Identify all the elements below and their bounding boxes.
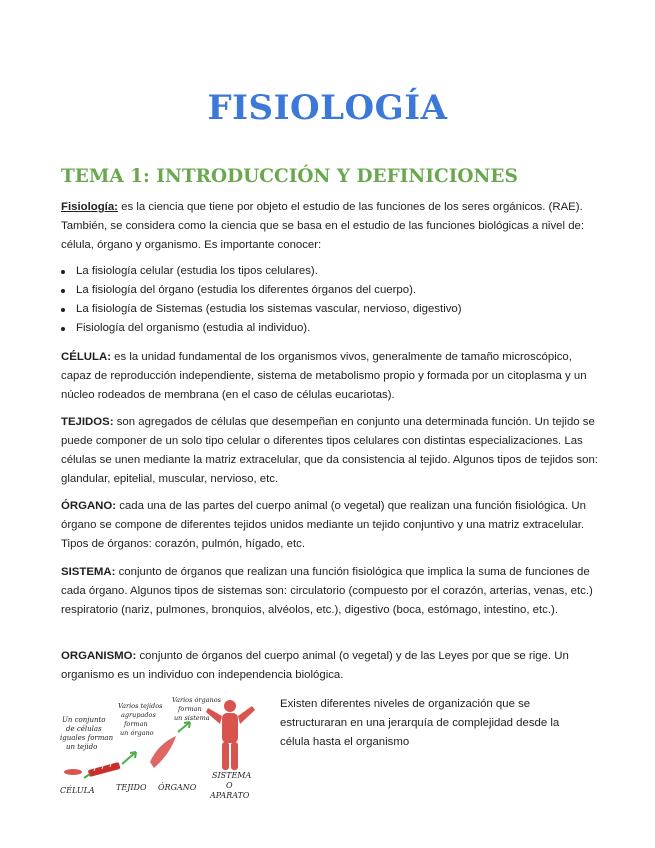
- text-fisiologia: es la ciencia que tiene por objeto el estudio de las funciones de los seres orgánicos. (RAE). También, se considera como la ciencia que se basa en el estudio de las funciones biológicas a nivel de: célula, órgano y organismo. Es importante conocer:: [61, 201, 585, 251]
- text-organo: cada una de las partes del cuerpo animal (o vegetal) que realizan una función fisiológica. Un órgano se compone de diferentes tejidos unidos mediante un tejido conjuntivo y una matriz extracelular. Tipos de órganos: corazón, pulmón, hígado, etc.: [61, 500, 586, 550]
- term-tejidos: TEJIDOS:: [61, 416, 114, 428]
- arrow-icon: [178, 722, 190, 732]
- note-organos: Varios órganos forman un sistema: [172, 696, 221, 722]
- organ-shape: [150, 736, 176, 768]
- label-aparato: APARATO: [210, 791, 250, 800]
- label-organo: ÓRGANO: [158, 783, 197, 792]
- term-fisiologia: Fisiología:: [61, 201, 118, 213]
- list-item: La fisiología celular (estudia los tipos celulares).: [61, 262, 601, 281]
- term-organismo: ORGANISMO:: [61, 650, 137, 662]
- figure-caption: Existen diferentes niveles de organización que se estructuraran en una jerarquía de complejidad desde la célula hasta el organismo: [280, 698, 560, 748]
- arrow-icon: [84, 774, 90, 778]
- cell-shape: [64, 769, 82, 775]
- label-sistema: SISTEMA: [212, 771, 252, 780]
- tissue-shape: [88, 761, 121, 777]
- term-organo: ÓRGANO:: [61, 500, 117, 512]
- note-tejidos: Varios tejidos agrupados forman un órgano: [118, 702, 163, 737]
- page-title: FISIOLOGÍA: [207, 88, 448, 128]
- paragraph-celula: [61, 348, 601, 405]
- paragraph-fisiologia: [61, 198, 601, 255]
- term-celula: CÉLULA:: [61, 351, 111, 363]
- label-tejido: TEJIDO: [116, 783, 147, 792]
- section-title: TEMA 1: INTRODUCCIÓN Y DEFINICIONES: [61, 166, 518, 187]
- organization-levels-figure: [58, 692, 268, 804]
- paragraph-sistema: [61, 563, 601, 620]
- list-item: La fisiología del órgano (estudia los diferentes órganos del cuerpo).: [61, 281, 601, 300]
- paragraph-tejidos: [61, 413, 601, 489]
- label-celula: CÉLULA: [60, 786, 95, 795]
- bullet-list: [61, 262, 601, 338]
- paragraph-organo: [61, 497, 601, 554]
- text-tejidos: son agregados de células que desempeñan en conjunto una determinada función. Un tejido se puede componer de un solo tipo celular o diferentes tipos celulares con distintas especializaciones. Las células se unen mediante la matriz extracelular, que da consistencia al tejido. Algunos tipos de tejidos son: glandular, epitelial, muscular, nervioso, etc.: [61, 416, 598, 485]
- text-celula: es la unidad fundamental de los organismos vivos, generalmente de tamaño microscópico, capaz de reproducción independiente, sistema de metabolismo propio y formada por un citoplasma y un núcleo rodeados de membrana (en el caso de células eucariotas).: [61, 351, 587, 401]
- note-celulas: Un conjunto de células iguales forman un tejido: [60, 716, 114, 751]
- paragraph-organismo: [61, 647, 601, 685]
- label-o: O: [226, 781, 233, 790]
- arrow-icon: [122, 752, 136, 764]
- text-sistema: conjunto de órganos que realizan una función fisiológica que implica la suma de funciones de cada órgano. Algunos tipos de sistemas son: circulatorio (compuesto por el corazón, arterias, venas, etc.) respiratorio (nariz, pulmones, bronquios, alvéolos, etc.), digestivo (boca, estómago, intestino, etc.).: [61, 566, 593, 616]
- list-item: La fisiología de Sistemas (estudia los sistemas vascular, nervioso, digestivo): [61, 300, 601, 319]
- term-sistema: SISTEMA:: [61, 566, 116, 578]
- muscle-system-figure: [206, 700, 255, 770]
- text-organismo: conjunto de órganos del cuerpo animal (o vegetal) y de las Leyes por que se rige. Un organismo es un individuo con independencia biológica.: [61, 650, 569, 681]
- list-item: Fisiología del organismo (estudia al individuo).: [61, 319, 601, 338]
